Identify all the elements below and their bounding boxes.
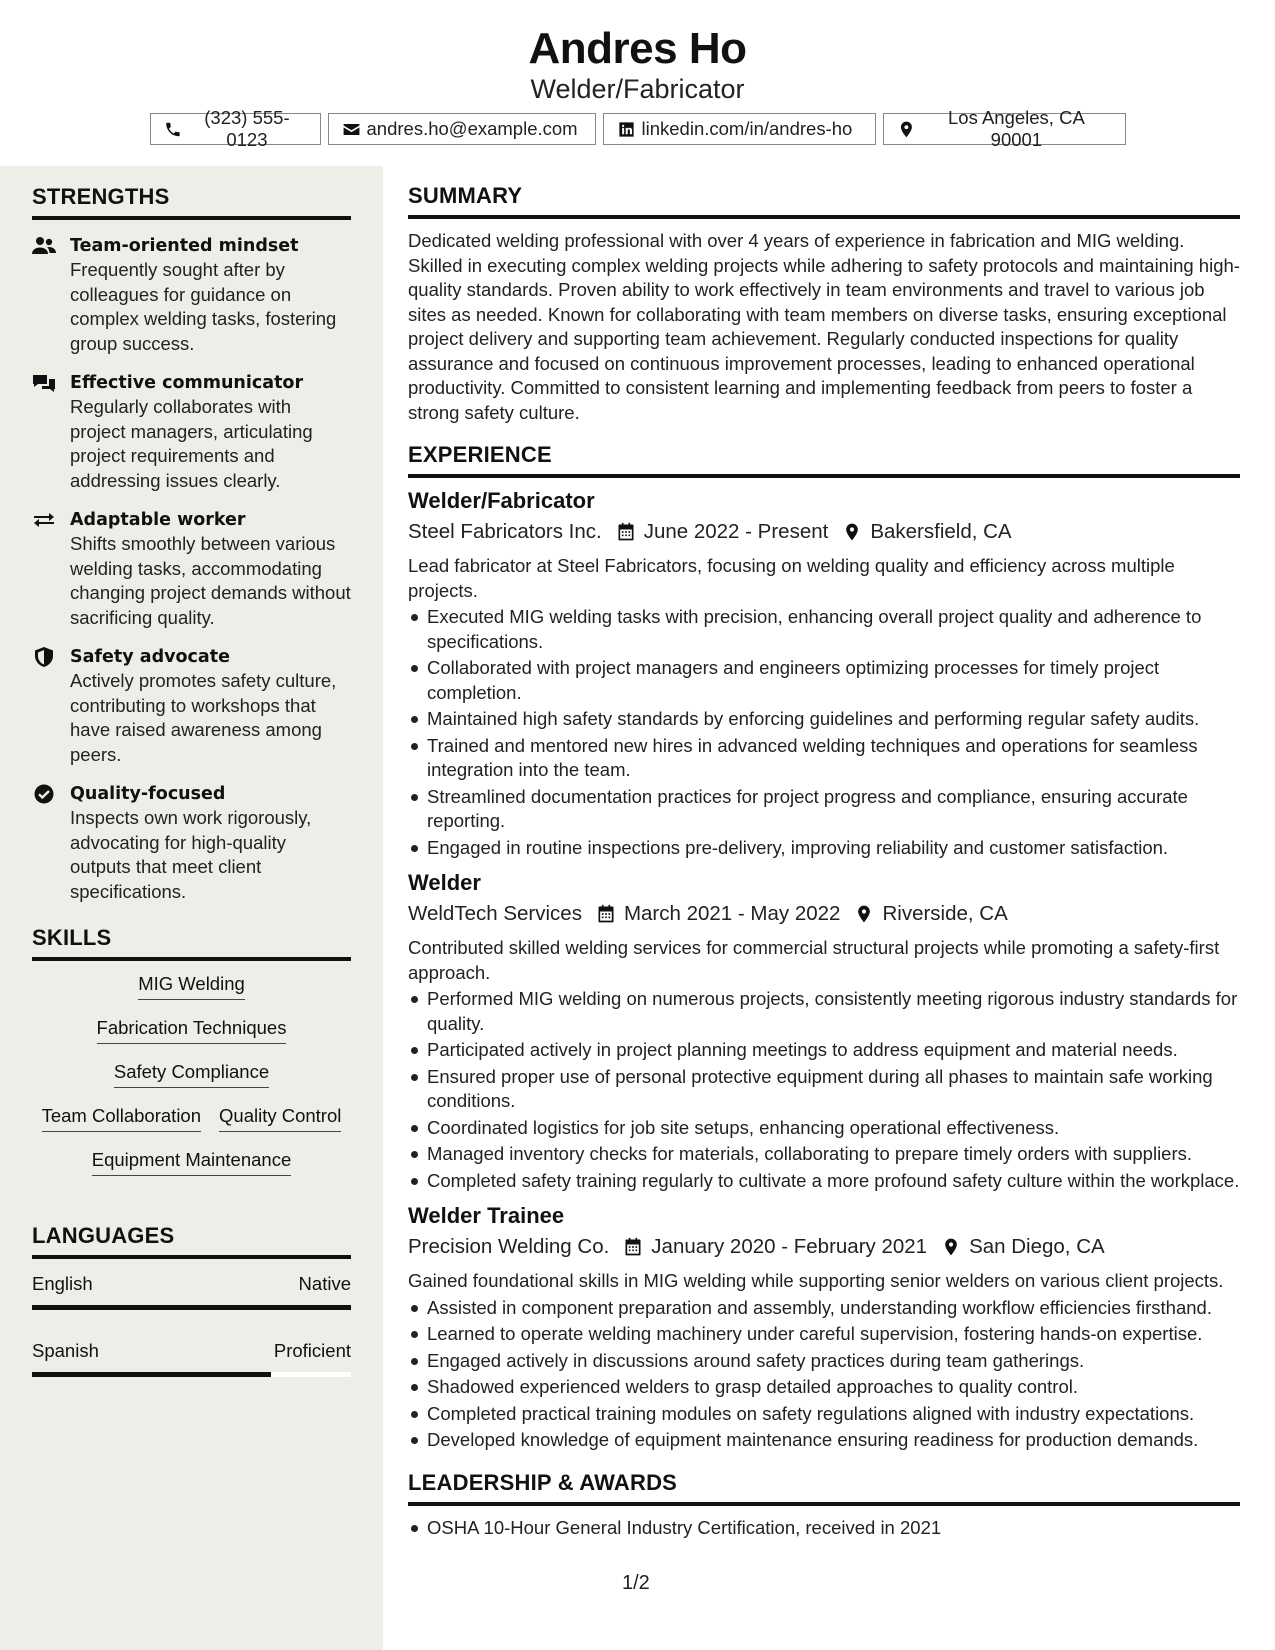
phone-icon [164, 120, 182, 139]
skill-tag: Equipment Maintenance [92, 1147, 292, 1176]
main-content [408, 166, 1240, 1554]
contact-linkedin[interactable] [603, 113, 876, 145]
awards-heading: LEADERSHIP & AWARDS [408, 1470, 1240, 1506]
calendar-icon [596, 904, 616, 924]
strengths-heading: STRENGTHS [32, 184, 351, 220]
strength-desc: Frequently sought after by colleagues for guidance on complex welding tasks, fostering group success. [70, 259, 337, 354]
strength-desc: Inspects own work rigorously, advocating for high-quality outputs that meet client specifications. [70, 807, 312, 902]
bullet-item: Executed MIG welding tasks with precision, enhancing overall project quality and adherence to specifications. [408, 605, 1240, 654]
job-bullets [408, 605, 1240, 860]
bullet-item: Ensured proper use of personal protective equipment during all phases to maintain safe working conditions. [408, 1065, 1240, 1114]
resume-header [0, 0, 1275, 166]
language-row [32, 1340, 351, 1362]
language-name: Spanish [32, 1340, 99, 1361]
job-dates: June 2022 - Present [643, 520, 829, 543]
envelope-icon [342, 120, 361, 139]
bullet-item: Streamlined documentation practices for project progress and compliance, ensuring accurate reporting. [408, 785, 1240, 834]
strength-title: Adaptable worker [70, 510, 246, 530]
candidate-name: Andres Ho [528, 24, 747, 73]
language-row [32, 1273, 351, 1295]
calendar-icon [623, 1237, 643, 1257]
strength-item [32, 508, 351, 630]
strength-title: Effective communicator [70, 373, 304, 393]
strength-title: Quality-focused [70, 784, 226, 804]
bullet-item: Coordinated logistics for job site setups, enhancing operational effectiveness. [408, 1116, 1240, 1141]
job-location: San Diego, CA [969, 1235, 1105, 1258]
job-entry [408, 869, 1240, 1193]
strength-desc: Shifts smoothly between various welding tasks, accommodating changing project demands without sacrificing quality. [70, 533, 351, 628]
job-dates: March 2021 - May 2022 [623, 902, 841, 925]
strength-item [32, 371, 351, 493]
strength-item [32, 234, 351, 356]
languages-list [32, 1273, 351, 1377]
contact-location [883, 107, 1126, 150]
job-bullets [408, 987, 1240, 1193]
skill-tag: Fabrication Techniques [97, 1015, 287, 1044]
job-description: Lead fabricator at Steel Fabricators, focusing on welding quality and efficiency across multiple projects. [408, 555, 1175, 601]
job-company: Steel Fabricators Inc. [408, 520, 602, 543]
summary-section [408, 183, 1240, 425]
contact-bar [0, 107, 1275, 150]
shield-icon [32, 647, 56, 667]
map-pin-icon [854, 904, 874, 924]
job-entry [408, 1202, 1240, 1453]
contact-email[interactable] [328, 113, 596, 145]
skill-tag: Quality Control [219, 1103, 341, 1132]
job-title: Welder/Fabricator [408, 488, 595, 513]
calendar-icon [616, 522, 636, 542]
page-number: 1/2 [622, 1572, 650, 1594]
linkedin-icon [617, 120, 636, 139]
bullet-item: Engaged actively in discussions around safety practices during team gatherings. [408, 1349, 1240, 1374]
arrows-icon [32, 510, 56, 530]
language-bar-fill [32, 1305, 351, 1310]
bullet-item: Assisted in component preparation and assembly, understanding workflow efficiencies firsthand. [408, 1296, 1240, 1321]
map-pin-icon [897, 120, 916, 139]
skill-tag: Safety Compliance [114, 1059, 269, 1088]
language-bar [32, 1372, 351, 1377]
check-circle-icon [32, 784, 56, 804]
strength-title: Safety advocate [70, 647, 230, 667]
email-text: andres.ho@example.com [366, 118, 578, 139]
bullet-item: Performed MIG welding on numerous projects, consistently meeting rigorous industry standards for quality. [408, 987, 1240, 1036]
job-company: Precision Welding Co. [408, 1235, 610, 1258]
bullet-item: Engaged in routine inspections pre-delivery, improving reliability and customer satisfaction. [408, 836, 1240, 861]
phone-text: (323) 555-0123 [204, 107, 290, 150]
bullet-item: Developed knowledge of equipment maintenance ensuring readiness for production demands. [408, 1428, 1240, 1453]
sidebar [0, 166, 383, 1650]
strengths-section [32, 184, 351, 1407]
bullet-item: Participated actively in project planning meetings to address equipment and material needs. [408, 1038, 1240, 1063]
award-item: OSHA 10-Hour General Industry Certification, received in 2021 [408, 1516, 1240, 1541]
location-text: Los Angeles, CA 90001 [948, 107, 1085, 150]
bullet-item: Trained and mentored new hires in advanced welding techniques and operations for seamless integration into the team. [408, 734, 1240, 783]
skills-heading: SKILLS [32, 925, 351, 961]
skill-tag: MIG Welding [138, 971, 245, 1000]
job-location: Riverside, CA [882, 902, 1008, 925]
bullet-item: Collaborated with project managers and engineers optimizing processes for timely project completion. [408, 656, 1240, 705]
bullet-item: Maintained high safety standards by enforcing guidelines and performing regular safety audits. [408, 707, 1240, 732]
users-icon [32, 236, 56, 256]
bullet-item: Completed safety training regularly to cultivate a more profound safety culture within the workplace. [408, 1169, 1240, 1194]
bullet-item: Shadowed experienced welders to grasp detailed approaches to quality control. [408, 1375, 1240, 1400]
language-bar-fill [32, 1372, 271, 1377]
strength-item [32, 645, 351, 767]
awards-list [408, 1516, 1240, 1541]
language-level: Proficient [273, 1340, 351, 1361]
awards-section [408, 1470, 1240, 1541]
chat-icon [32, 373, 56, 393]
summary-heading: SUMMARY [408, 183, 1240, 219]
language-bar [32, 1305, 351, 1310]
job-entry [408, 487, 1240, 860]
job-description: Contributed skilled welding services for commercial structural projects while promoting a safety-first approach. [408, 937, 1220, 983]
job-title: Welder [408, 870, 481, 895]
strength-title: Team-oriented mindset [70, 236, 299, 256]
job-description: Gained foundational skills in MIG welding while supporting senior welders on various client projects. [408, 1270, 1224, 1291]
job-meta [408, 1233, 1240, 1261]
candidate-title: Welder/Fabricator [530, 74, 745, 104]
strength-item [32, 782, 351, 904]
summary-text: Dedicated welding professional with over 4 years of experience in fabrication and MIG welding. Skilled in executing complex welding projects while adhering to safety protocols and maintaining high-quality standards. Proven ability to work effectively in team environments and travel to various job sites as needed. Known for collaborating with team members on diverse tasks, ensuring exceptional project delivery and supporting team achievement. Regularly conducted inspections for quality assurance and focused on continuous improvement processes, leading to enhanced operational productivity. Committed to consistent learning and implementing feedback from peers to foster a strong safety culture. [408, 230, 1240, 423]
job-dates: January 2020 - February 2021 [651, 1235, 928, 1258]
bullet-item: Learned to operate welding machinery under careful supervision, fostering hands-on expertise. [408, 1322, 1240, 1347]
language-level: Native [298, 1273, 351, 1294]
bullet-item: Completed practical training modules on safety regulations aligned with industry expectations. [408, 1402, 1240, 1427]
job-location: Bakersfield, CA [870, 520, 1012, 543]
skills-list [32, 961, 351, 1176]
job-title: Welder Trainee [408, 1203, 565, 1228]
job-meta [408, 518, 1240, 546]
contact-phone[interactable] [150, 107, 321, 150]
skill-tag: Team Collaboration [42, 1103, 201, 1132]
strength-desc: Actively promotes safety culture, contributing to workshops that have raised awareness among peers. [70, 670, 337, 765]
job-bullets [408, 1296, 1240, 1453]
bullet-item: Managed inventory checks for materials, collaborating to prepare timely orders with suppliers. [408, 1142, 1240, 1167]
strength-desc: Regularly collaborates with project managers, articulating project requirements and addressing issues clearly. [70, 396, 313, 491]
linkedin-text: linkedin.com/in/andres-ho [641, 118, 853, 139]
experience-section [408, 442, 1240, 1453]
language-name: English [32, 1273, 93, 1294]
job-company: WeldTech Services [408, 902, 582, 925]
job-meta [408, 900, 1240, 928]
map-pin-icon [842, 522, 862, 542]
experience-heading: EXPERIENCE [408, 442, 1240, 478]
languages-heading: LANGUAGES [32, 1223, 351, 1259]
map-pin-icon [941, 1237, 961, 1257]
